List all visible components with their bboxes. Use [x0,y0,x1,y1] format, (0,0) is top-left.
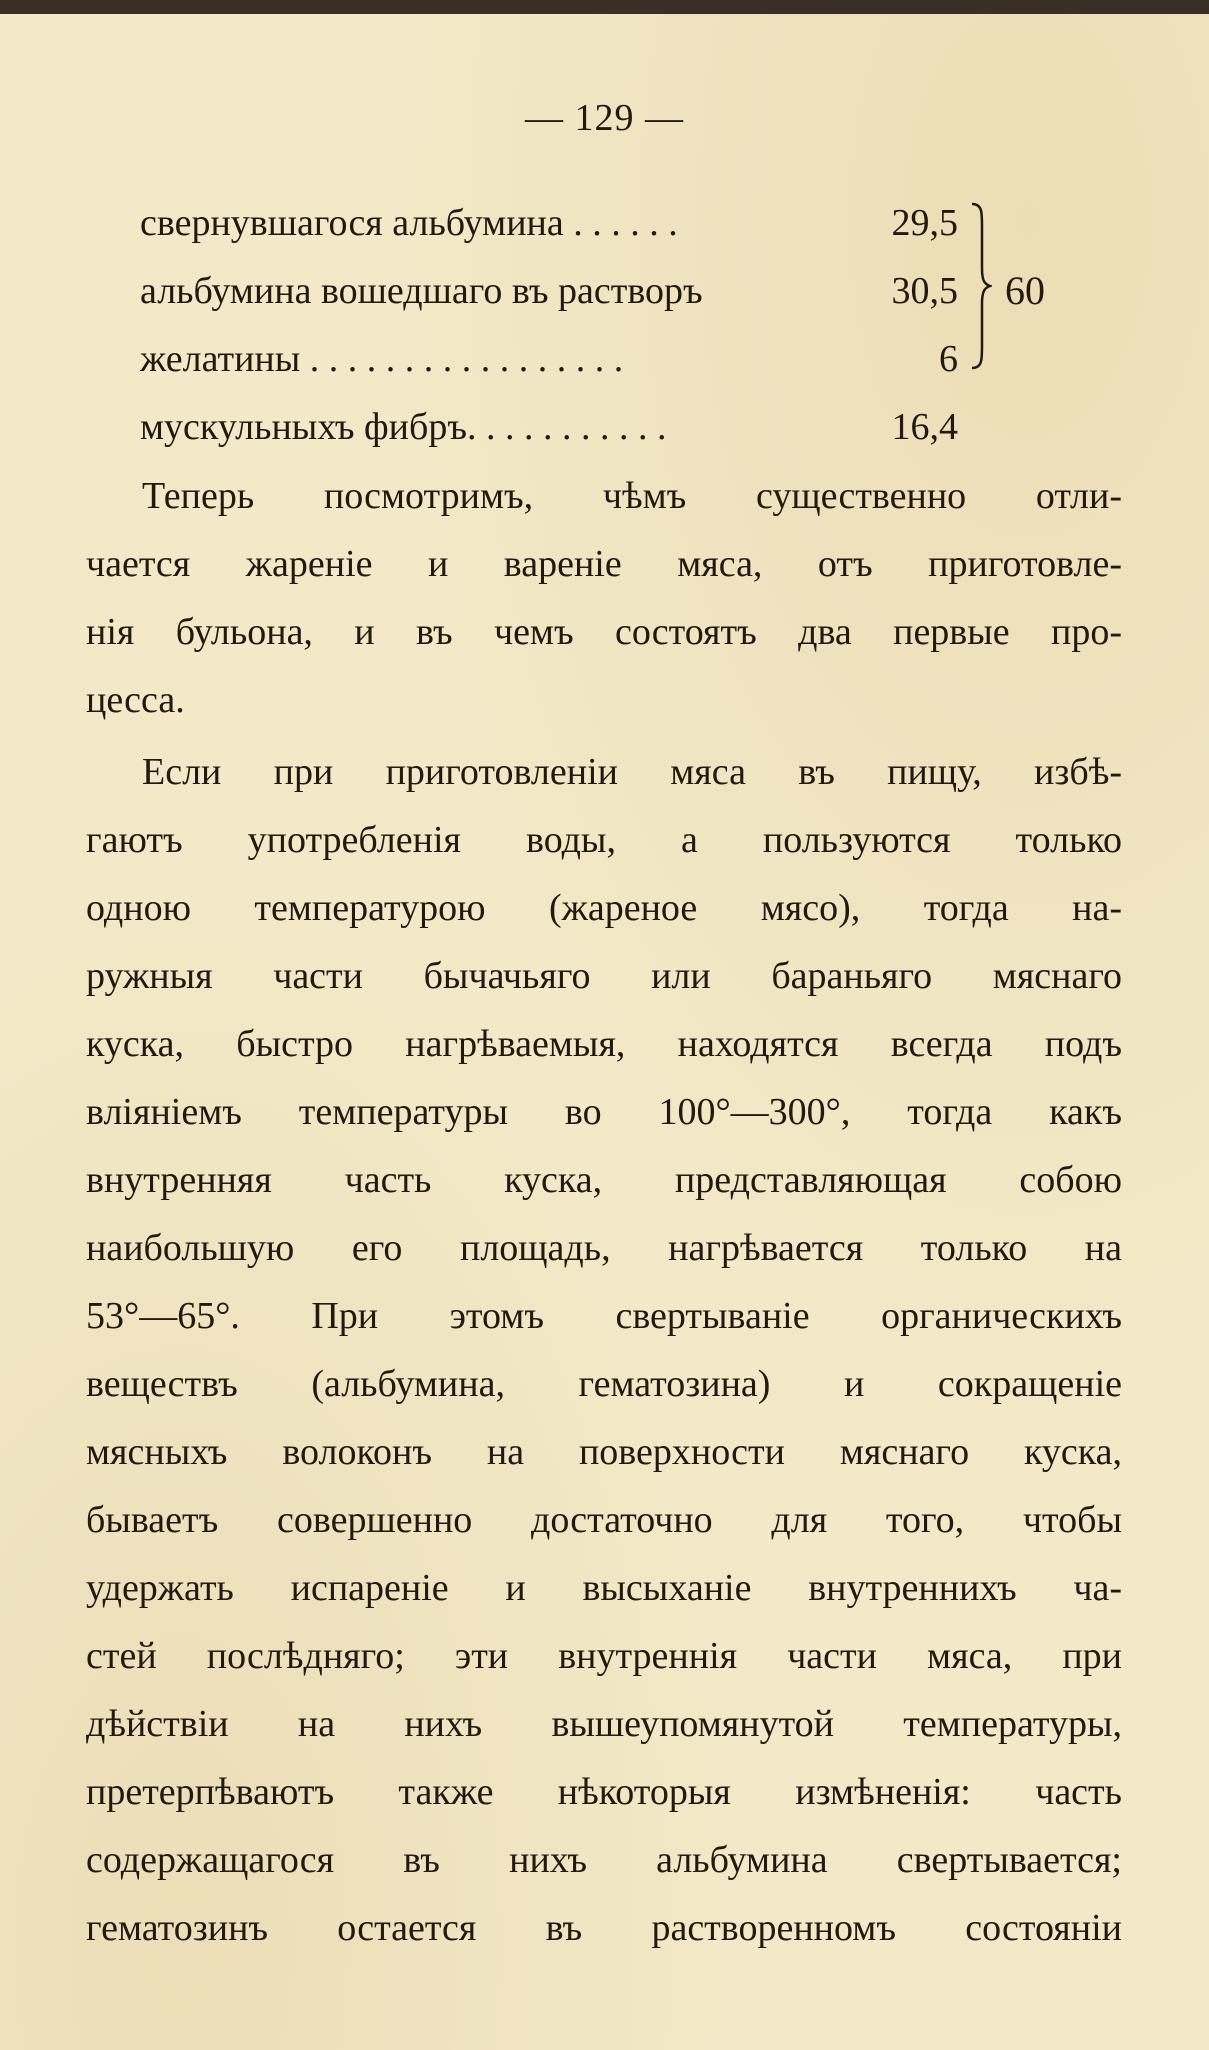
table-row-label: мускульныхъ фибръ. . . . . . . . . . . [140,406,667,448]
text-line: Если при приготовленіи мяса въ пищу, избѣ- [142,751,1122,793]
page-number: — 129 — [525,97,684,139]
text-line: веществъ (альбумина, гематозина) и сокращеніе [86,1363,1122,1405]
paragraph [86,738,1122,1962]
table-row-value: 16,4 [891,406,958,448]
text-line: гаютъ употребленія воды, а пользуются только [86,819,1122,861]
table-row-label: свернувшагося альбумина . . . . . . [140,202,678,244]
text-line: нія бульона, и въ чемъ состоятъ два первые про- [86,611,1122,653]
table-row [140,260,1040,322]
text-line: стей послѣдняго; эти внутреннія части мяса, при [86,1635,1122,1677]
text-line: содержащагося въ нихъ альбумина свертывается; [86,1839,1122,1881]
curly-brace-icon [968,202,992,370]
text-line: чается жареніе и вареніе мяса, отъ приготовле- [86,543,1122,585]
text-line: наибольшую его площадь, нагрѣвается только на [86,1227,1122,1269]
table-row [140,396,1040,458]
book-page [0,14,1209,2050]
text-line: гематозинъ остается въ растворенномъ состояніи [86,1907,1122,1949]
text-line: дѣйствіи на нихъ вышеупомянутой температуры, [86,1703,1122,1745]
text-line: вліяніемъ температуры во 100°—300°, тогда какъ [86,1091,1122,1133]
text-line: цесса. [86,679,185,721]
text-line: куска, быстро нагрѣваемыя, находятся всегда подъ [86,1023,1122,1065]
paragraph [86,462,1122,734]
text-line: удержать испареніе и высыханіе внутреннихъ ча- [86,1567,1122,1609]
table-row-label: альбумина вошедшаго въ растворъ [140,270,703,312]
table-row-value: 29,5 [891,202,958,244]
text-line: Теперь посмотримъ, чѣмъ существенно отли- [142,475,1122,517]
table-row-label: желатины . . . . . . . . . . . . . . . . . [140,338,624,380]
text-line: внутренняя часть куска, представляющая собою [86,1159,1122,1201]
text-line: претерпѣваютъ также нѣкоторыя измѣненія: часть [86,1771,1122,1813]
text-line: бываетъ совершенно достаточно для того, чтобы [86,1499,1122,1541]
text-line: 53°—65°. При этомъ свертываніе органическихъ [86,1295,1122,1337]
text-line: мясныхъ волоконъ на поверхности мяснаго куска, [86,1431,1122,1473]
table-row-value: 6 [939,338,958,380]
table-row-value: 30,5 [891,270,958,312]
table-total: 60 [1005,268,1045,313]
text-line: ружныя части бычачьяго или бараньяго мяснаго [86,955,1122,997]
text-line: одною температурою (жареное мясо), тогда на- [86,887,1122,929]
table-row [140,328,1040,390]
table-row [140,192,1040,254]
